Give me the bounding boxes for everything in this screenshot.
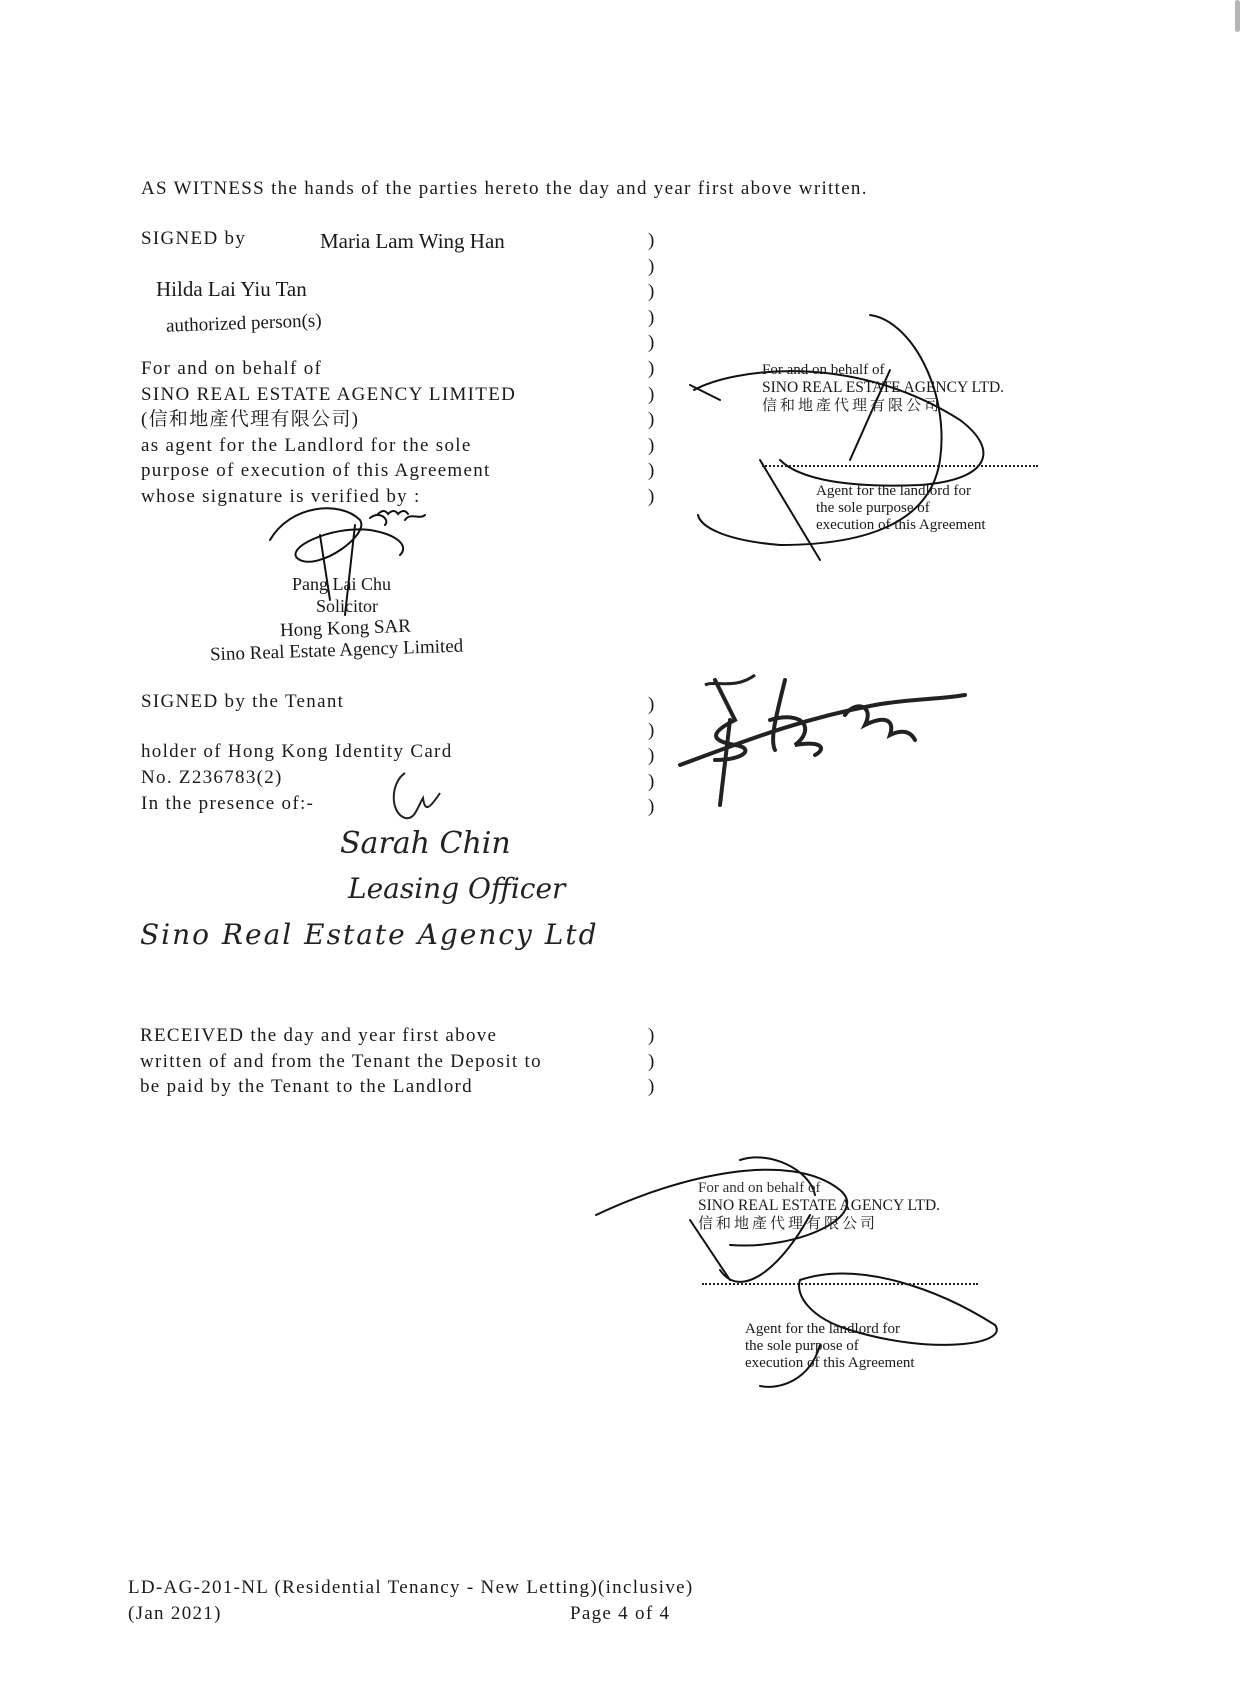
scrollbar-thumb[interactable] [1235,0,1240,32]
paren: ) [648,306,655,328]
paren: ) [648,460,655,482]
paren: ) [648,1050,655,1072]
tenant-signed-label: SIGNED by the Tenant [141,691,345,712]
footer-page-number: Page 4 of 4 [570,1603,671,1624]
witness-initial-icon [385,768,445,828]
paren-column-1 [648,228,654,510]
stamp-1-signature-line [762,465,1038,467]
paren-column-3 [648,1023,654,1100]
solicitor-company: Sino Real Estate Agency Limited [209,635,464,666]
paren: ) [648,383,655,405]
stamp-2-line3: 信和地產代理有限公司 [698,1214,879,1232]
landlord-line: purpose of execution of this Agreement [141,460,491,482]
stamp-1-agent-line3: execution of this Agreement [816,517,986,533]
received-text [140,1023,542,1100]
stamp-2-agent-line1: Agent for the landlord for [745,1321,900,1337]
landlord-line: as agent for the Landlord for the sole [141,434,472,456]
signatory-name-1: Maria Lam Wing Han [320,229,505,253]
paren: ) [648,1025,655,1046]
stamp-2-agent-line3: execution of this Agreement [745,1355,915,1371]
stamp-2-agent-line2: the sole purpose of [745,1338,859,1354]
witness-title-handwritten: Leasing Officer [348,872,566,905]
witness-name-handwritten: Sarah Chin [340,826,511,861]
signed-by-label: SIGNED by [141,228,247,249]
stamp-1-line1: For and on behalf of [762,362,885,378]
stamp-2-signature-line [702,1283,978,1285]
company-stamp-2 [600,1150,1000,1390]
received-line: be paid by the Tenant to the Landlord [140,1076,473,1098]
tenant-id-line2: No. Z236783(2) [141,767,283,788]
stamp-1-agent-line2: the sole purpose of [816,500,930,516]
landlord-line: (信和地產代理有限公司) [141,409,360,431]
landlord-line: SINO REAL ESTATE AGENCY LIMITED [141,383,517,405]
stamp-1-line2: SINO REAL ESTATE AGENCY LTD. [762,379,1005,396]
received-line: written of and from the Tenant the Deposit to [140,1050,542,1072]
paren: ) [648,230,655,251]
footer-form-code: LD-AG-201-NL (Residential Tenancy - New Letting)(inclusive) [128,1577,694,1598]
tenant-signature-icon [675,660,975,810]
received-line: RECEIVED the day and year first above [140,1025,498,1046]
stamp-1-line3: 信和地產代理有限公司 [762,396,943,414]
paren: ) [648,745,655,767]
tenant-presence-label: In the presence of:- [141,793,315,814]
paren: ) [648,796,655,818]
stamp-2-line2: SINO REAL ESTATE AGENCY LTD. [698,1197,941,1214]
company-stamp-1 [700,310,1060,550]
paren: ) [648,255,655,277]
paren: ) [648,332,655,354]
paren: ) [648,434,655,456]
paren: ) [648,409,655,431]
paren: ) [648,281,655,303]
landlord-line: whose signature is verified by : [141,485,421,507]
stamp-2-line1: For and on behalf of [698,1180,821,1196]
paren: ) [648,357,655,379]
solicitor-name: Pang Lai Chu [292,574,391,594]
paren: ) [648,485,655,507]
tenant-id-line1: holder of Hong Kong Identity Card [141,741,453,762]
landlord-agent-text [141,356,516,510]
authorized-persons-label: authorized person(s) [165,310,322,337]
paren: ) [648,694,655,715]
solicitor-region: Hong Kong SAR [279,615,412,642]
witness-clause: AS WITNESS the hands of the parties hereto the day and year first above written. [141,178,868,199]
stamp-1-agent-line1: Agent for the landlord for [816,483,971,499]
paren: ) [648,770,655,792]
paren: ) [648,1076,655,1098]
signatory-name-2: Hilda Lai Yiu Tan [156,277,307,301]
solicitor-title: Solicitor [316,596,378,616]
witness-company-handwritten: Sino Real Estate Agency Ltd [140,918,599,951]
landlord-line: For and on behalf of [141,358,323,379]
paren: ) [648,719,655,741]
paren-column-2 [648,692,654,820]
footer-date: (Jan 2021) [128,1603,222,1624]
